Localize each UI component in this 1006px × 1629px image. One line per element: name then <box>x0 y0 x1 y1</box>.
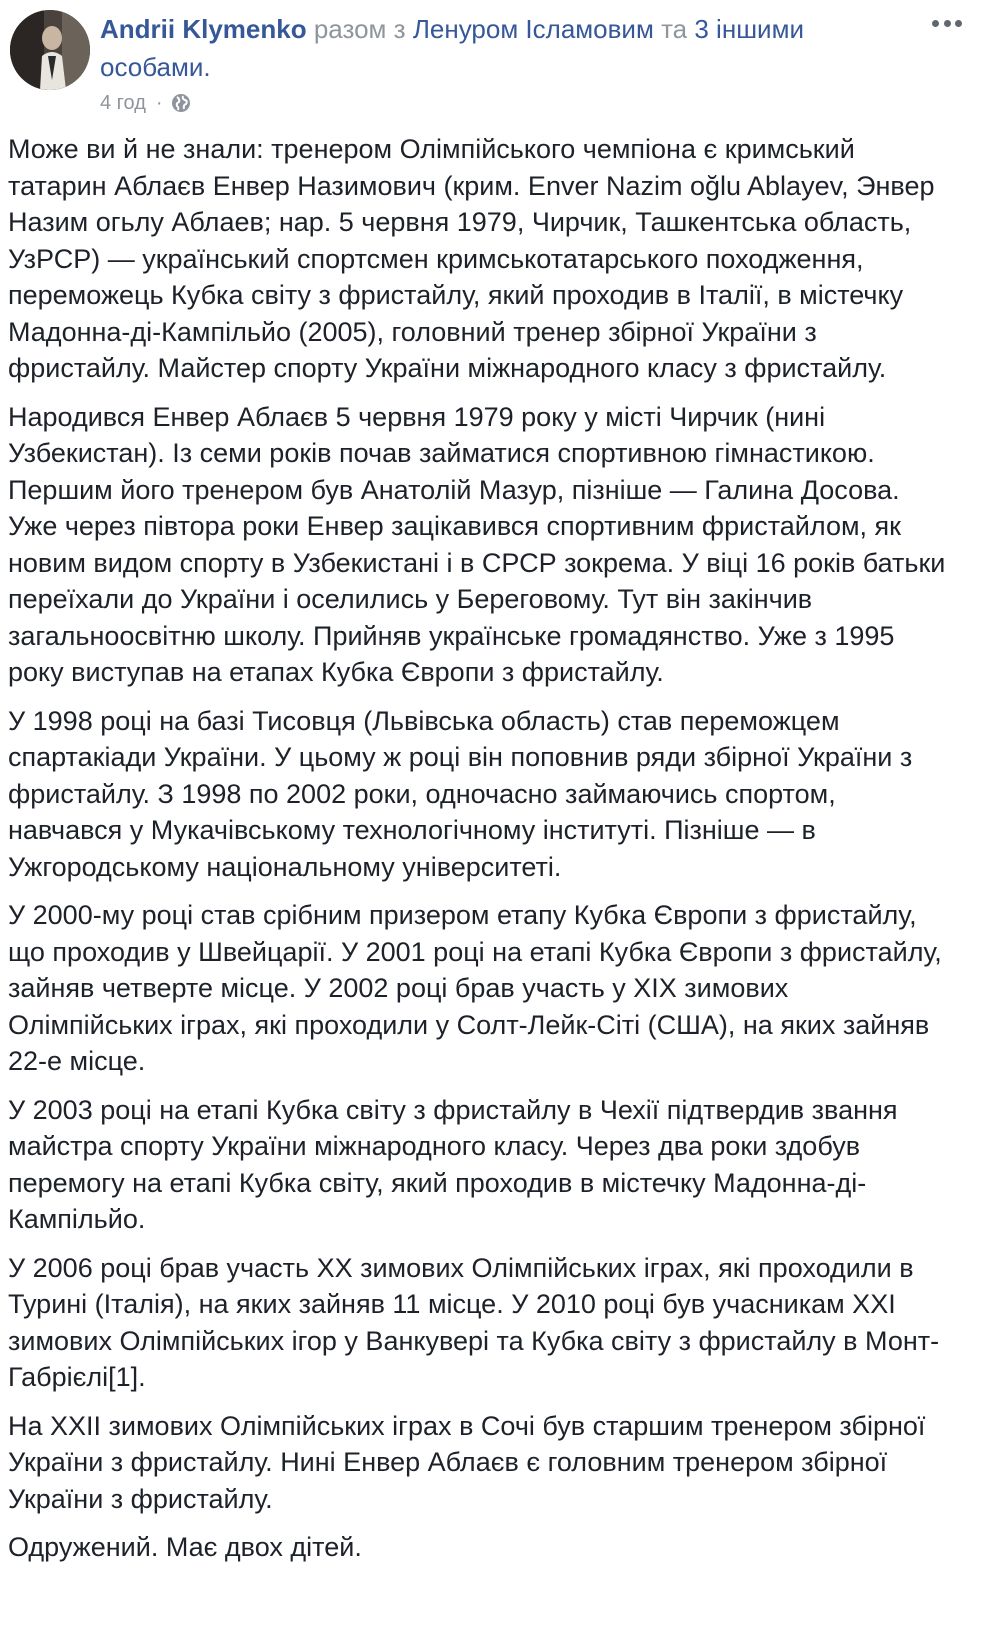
avatar-photo <box>10 10 90 90</box>
options-dot <box>955 20 962 27</box>
post-meta <box>100 90 191 116</box>
avatar[interactable] <box>10 10 90 90</box>
post-paragraph: На XXII зимових Олімпійських іграх в Сочі був старшим тренером збірної України з фристайлу. Нині Енвер Аблаєв є головним тренером збірної України з фристайлу. <box>8 1410 926 1514</box>
options-dot <box>932 20 939 27</box>
post-paragraph: У 2006 році брав участь XX зимових Олімпійських іграх, які проходили в Турині (Італія), на яких зайняв 11 місце. У 2010 році був учасникам XXI зимових Олімпійських ігор у Ванкувері та Кубка світу з фристайлу в Монт-Габрієлі[1]. <box>8 1252 940 1392</box>
post-header <box>0 0 1006 125</box>
more-options-icon[interactable] <box>932 16 962 30</box>
tagged-person-link[interactable]: Ленуром Ісламовим <box>412 14 654 44</box>
options-dot <box>944 20 951 27</box>
tagged-others-link[interactable]: 3 іншими особами <box>100 14 804 82</box>
attribution-period: . <box>203 52 211 82</box>
author-name-link[interactable]: Andrii Klymenko <box>100 14 307 44</box>
with-word: разом з <box>313 14 406 44</box>
globe-icon[interactable] <box>171 93 191 113</box>
and-word: та <box>661 14 688 44</box>
post-body <box>8 131 953 1578</box>
post-timestamp-link[interactable]: 4 год <box>100 92 146 114</box>
post-paragraph: У 2000-му році став срібним призером етапу Кубка Європи з фристайлу, що проходив у Швейцарії. У 2001 році на етапі Кубка Європи з фристайлу, зайняв четверте місце. У 2002 році брав участь у XIX зимових Олімпійських іграх, які проходили у Солт-Лейк-Сіті (США), на яких зайняв 22-е місце. <box>8 900 942 1076</box>
post-paragraph: Може ви й не знали: тренером Олімпійського чемпіона є кримський татарин Аблаєв Енвер Назимович (крим. Enver Nazim oğlu Ablayev, Энвер Назим огьлу Аблаев; нар. 5 червня 1979, Чирчик, Ташкентська область, УзРСР) — український спортсмен кримськотатарського походження, переможець Кубка світу з фристайлу, який проходив в Італії, в містечку Мадонна-ді-Кампільйо (2005), головний тренер збірної України з фристайлу. Майстер спорту України міжнародного класу з фристайлу. <box>8 134 935 383</box>
post-paragraph: Народився Енвер Аблаєв 5 червня 1979 року у місті Чирчик (нині Узбекистан). Із семи років почав займатися спортивною гімнастикою. Першим його тренером був Анатолій Мазур, пізніше — Галина Досова. Уже через півтора роки Енвер зацікавився спортивним фристайлом, як новим видом спорту в Узбекистані і в СРСР зокрема. У віці 16 років батьки переїхали до України і оселились у Береговому. Тут він закінчив загальноосвітню школу. Прийняв українське громадянство. Уже з 1995 року виступав на етапах Кубка Європи з фристайлу. <box>8 401 946 687</box>
meta-separator: · <box>155 92 163 114</box>
post-paragraph: У 1998 році на базі Тисовця (Львівська область) став переможцем спартакіади України. У цьому ж році він поповнив ряди збірної України з фристайлу. З 1998 по 2002 роки, одночасно займаючись спортом, навчався у Мукачівському технологічному інституті. Пізніше — в Ужгородському національному університеті. <box>8 705 913 882</box>
post-paragraph: У 2003 році на етапі Кубка світу з фристайлу в Чехії підтвердив звання майстра спорту України міжнародного класу. Через два роки здобув перемогу на етапі Кубка світу, який проходив в містечку Мадонна-ді-Кампільйо. <box>8 1094 898 1234</box>
post-attribution <box>100 10 920 86</box>
post-paragraph: Одружений. Має двох дітей. <box>8 1532 362 1562</box>
